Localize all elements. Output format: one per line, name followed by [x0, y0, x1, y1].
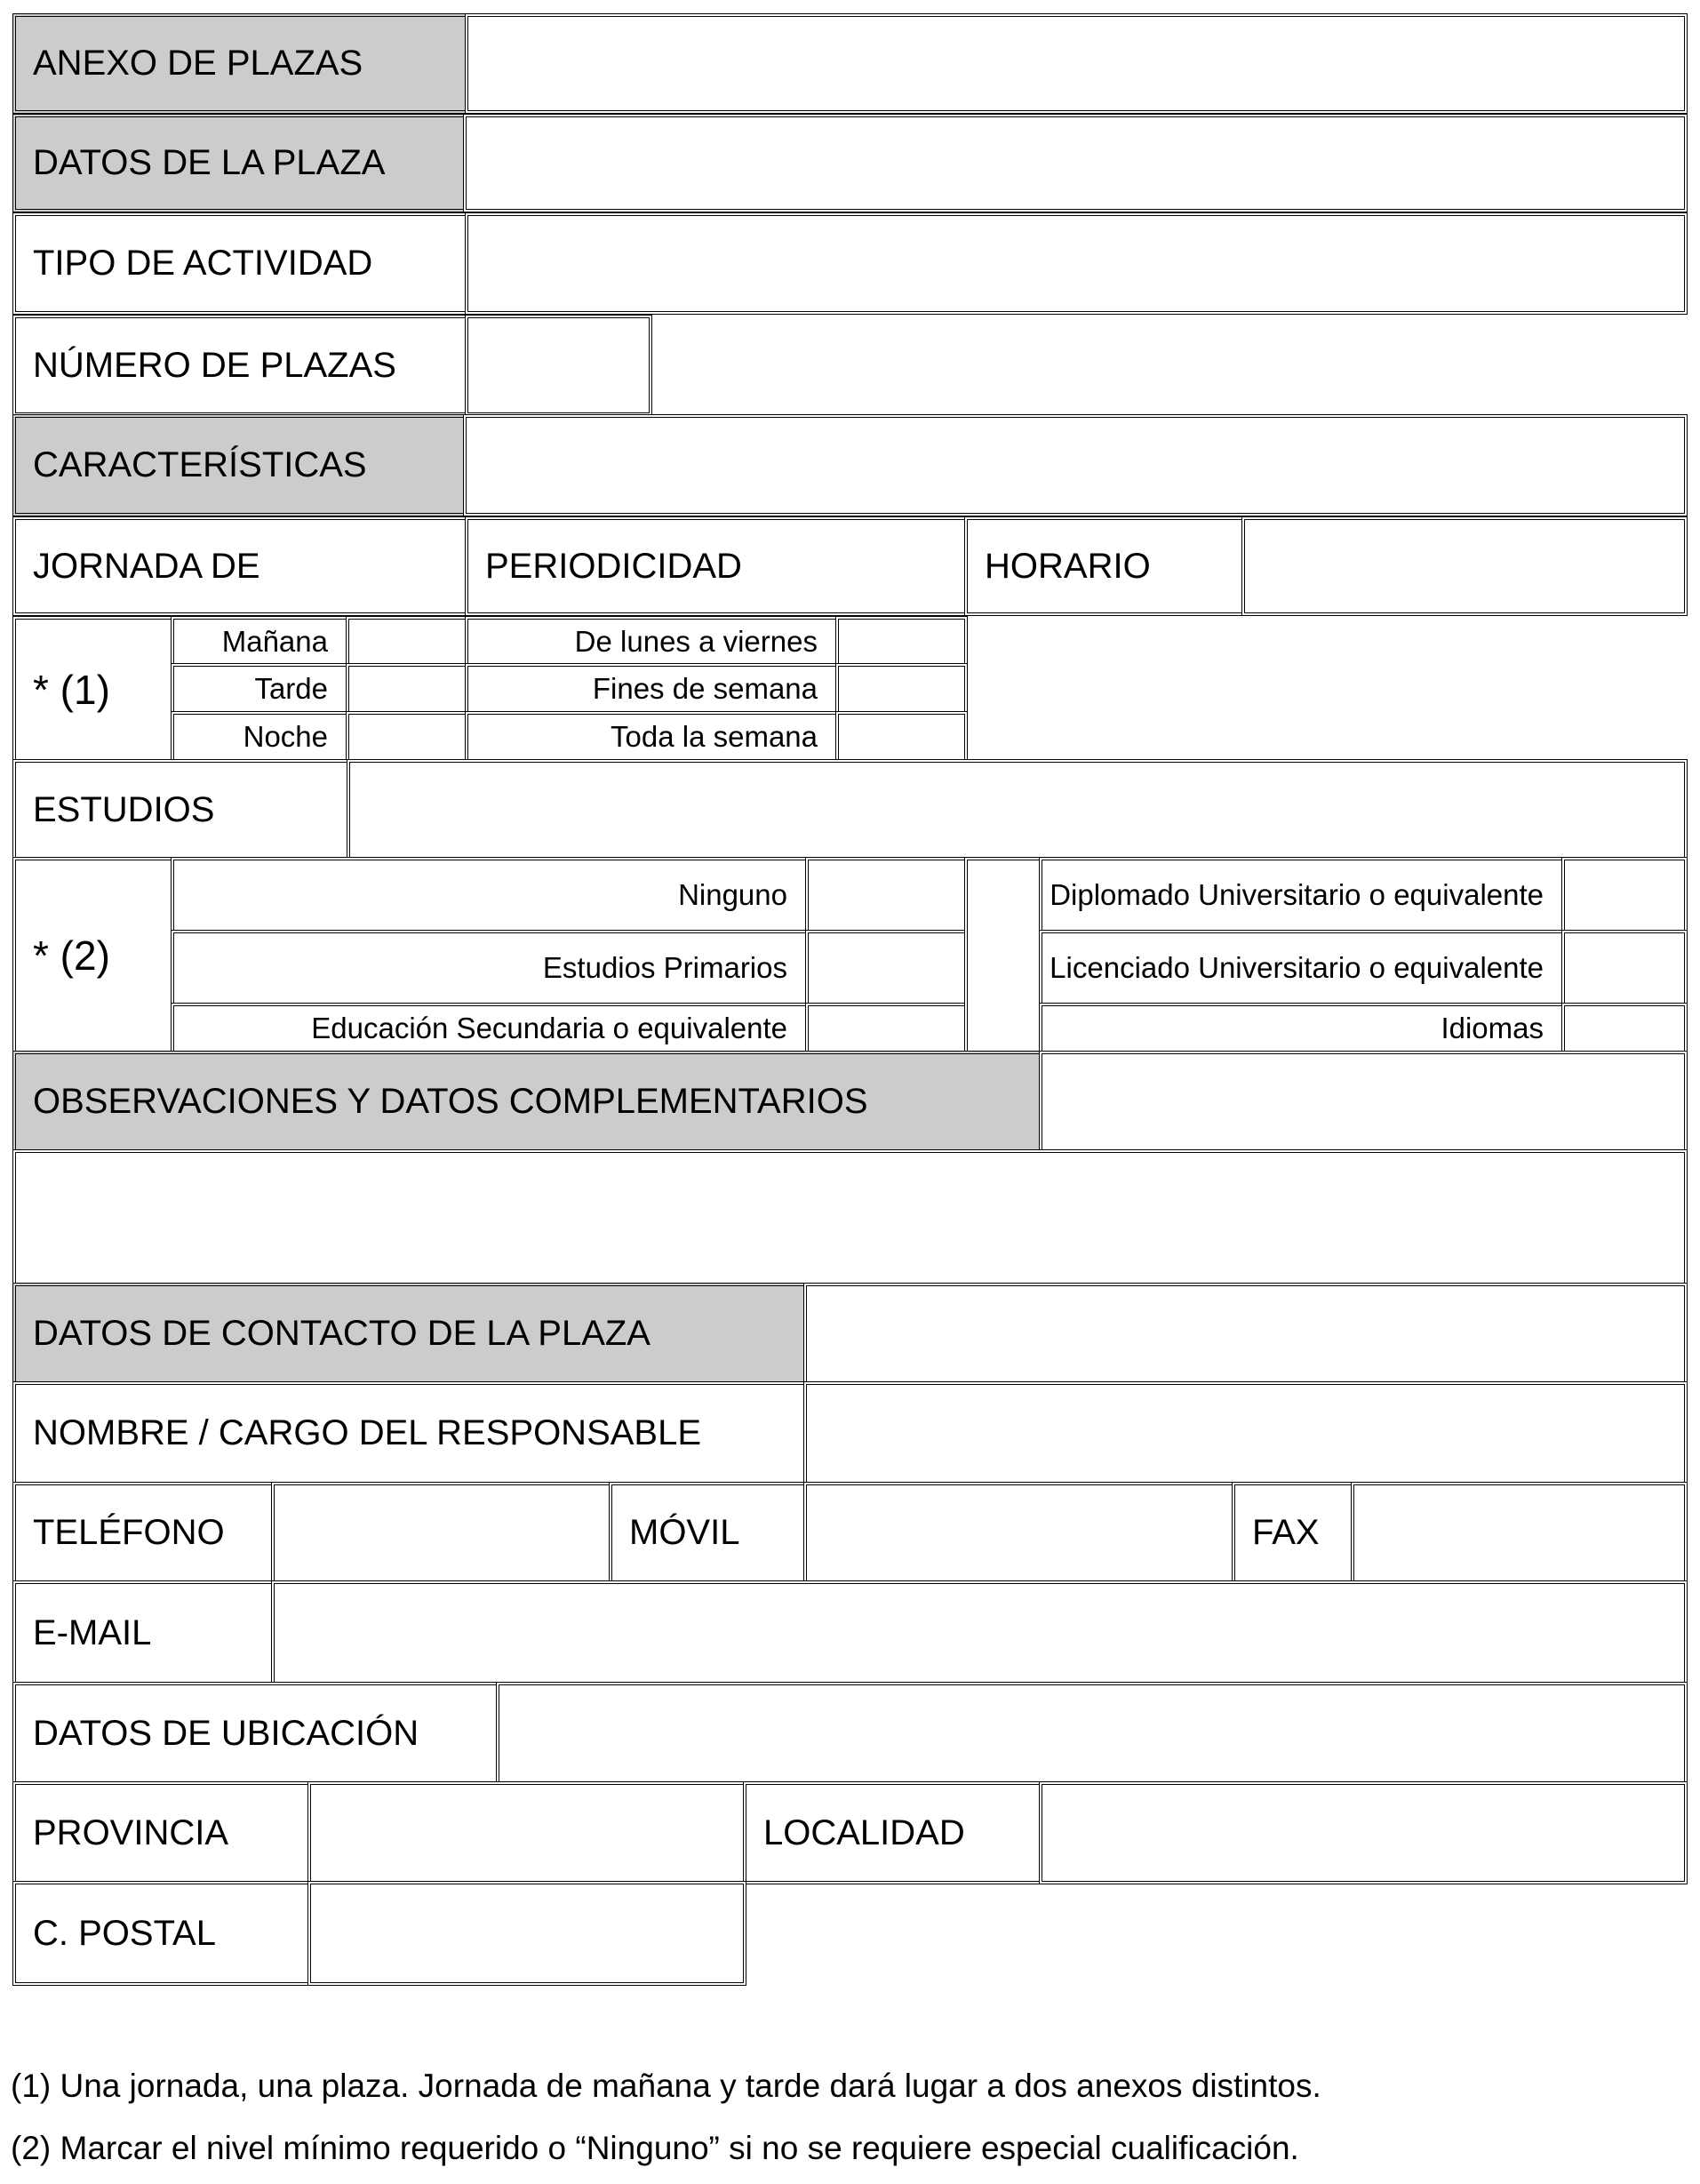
observaciones-textarea[interactable]: [12, 1149, 1688, 1286]
ref-1-marker: * (1): [12, 616, 174, 763]
telefono-field[interactable]: [271, 1482, 612, 1584]
periodicidad-option-toda-semana: Toda la semana: [465, 711, 839, 763]
tipo-de-actividad-label: TIPO DE ACTIVIDAD: [12, 212, 468, 315]
jornada-manana-checkbox[interactable]: [346, 616, 468, 667]
estudios-ninguno-checkbox[interactable]: [805, 857, 968, 933]
datos-de-la-plaza-label: DATOS DE LA PLAZA: [12, 114, 467, 212]
estudios-option-licenciado: Licenciado Universitario o equivalente: [1039, 930, 1565, 1006]
anexo-de-plazas-label: ANEXO DE PLAZAS: [12, 13, 468, 114]
periodicidad-label: PERIODICIDAD: [465, 516, 968, 616]
jornada-noche-checkbox[interactable]: [346, 711, 468, 763]
observaciones-header-field: [1039, 1051, 1688, 1153]
estudios-idiomas-checkbox[interactable]: [1561, 1003, 1688, 1054]
ref-2-marker: * (2): [12, 857, 174, 1054]
jornada-option-manana: Mañana: [171, 616, 349, 667]
nombre-cargo-field[interactable]: [803, 1381, 1688, 1485]
codigo-postal-label: C. POSTAL: [12, 1881, 311, 1986]
jornada-option-noche: Noche: [171, 711, 349, 763]
codigo-postal-field[interactable]: [307, 1881, 746, 1986]
localidad-field[interactable]: [1039, 1781, 1688, 1884]
numero-de-plazas-label: NÚMERO DE PLAZAS: [12, 315, 468, 416]
periodicidad-option-lunes-viernes: De lunes a viernes: [465, 616, 839, 667]
estudios-secundaria-checkbox[interactable]: [805, 1003, 968, 1054]
observaciones-label: OBSERVACIONES Y DATOS COMPLEMENTARIOS: [12, 1051, 1042, 1153]
footnote-2: (2) Marcar el nivel mínimo requerido o “Ninguno” si no se requiere especial cualificación.: [11, 2130, 1299, 2166]
estudios-spacer-column: [964, 857, 1042, 1054]
provincia-label: PROVINCIA: [12, 1781, 311, 1884]
estudios-label: ESTUDIOS: [12, 759, 350, 860]
nombre-cargo-label: NOMBRE / CARGO DEL RESPONSABLE: [12, 1381, 807, 1485]
estudios-field: [347, 759, 1688, 860]
estudios-licenciado-checkbox[interactable]: [1561, 930, 1688, 1006]
estudios-option-ninguno: Ninguno: [171, 857, 809, 933]
periodicidad-toda-semana-checkbox[interactable]: [835, 711, 968, 763]
numero-de-plazas-field[interactable]: [465, 315, 652, 416]
fax-field[interactable]: [1351, 1482, 1688, 1584]
telefono-label: TELÉFONO: [12, 1482, 275, 1584]
datos-de-contacto-field: [803, 1283, 1688, 1385]
email-field[interactable]: [271, 1580, 1688, 1685]
localidad-label: LOCALIDAD: [743, 1781, 1042, 1884]
jornada-option-tarde: Tarde: [171, 663, 349, 715]
estudios-option-primarios: Estudios Primarios: [171, 930, 809, 1006]
periodicidad-lunes-viernes-checkbox[interactable]: [835, 616, 968, 667]
periodicidad-option-fines-semana: Fines de semana: [465, 663, 839, 715]
horario-label: HORARIO: [964, 516, 1245, 616]
horario-field[interactable]: [1241, 516, 1688, 616]
footnote-1: (1) Una jornada, una plaza. Jornada de mañana y tarde dará lugar a dos anexos distintos.: [11, 2068, 1321, 2104]
caracteristicas-label: CARACTERÍSTICAS: [12, 414, 467, 516]
email-label: E-MAIL: [12, 1580, 275, 1685]
jornada-tarde-checkbox[interactable]: [346, 663, 468, 715]
caracteristicas-field: [463, 414, 1688, 516]
anexo-de-plazas-field[interactable]: [465, 13, 1688, 114]
estudios-primarios-checkbox[interactable]: [805, 930, 968, 1006]
fax-label: FAX: [1232, 1482, 1354, 1584]
datos-de-contacto-label: DATOS DE CONTACTO DE LA PLAZA: [12, 1283, 807, 1385]
datos-de-la-plaza-field[interactable]: [463, 114, 1688, 212]
movil-field[interactable]: [803, 1482, 1235, 1584]
movil-label: MÓVIL: [609, 1482, 807, 1584]
estudios-option-idiomas: Idiomas: [1039, 1003, 1565, 1054]
jornada-de-label: JORNADA DE: [12, 516, 468, 616]
tipo-de-actividad-field[interactable]: [465, 212, 1688, 315]
estudios-option-secundaria: Educación Secundaria o equivalente: [171, 1003, 809, 1054]
datos-de-ubicacion-label: DATOS DE UBICACIÓN: [12, 1682, 499, 1785]
periodicidad-fines-semana-checkbox[interactable]: [835, 663, 968, 715]
provincia-field[interactable]: [307, 1781, 746, 1884]
estudios-option-diplomado: Diplomado Universitario o equivalente: [1039, 857, 1565, 933]
estudios-diplomado-checkbox[interactable]: [1561, 857, 1688, 933]
datos-de-ubicacion-field[interactable]: [496, 1682, 1688, 1785]
